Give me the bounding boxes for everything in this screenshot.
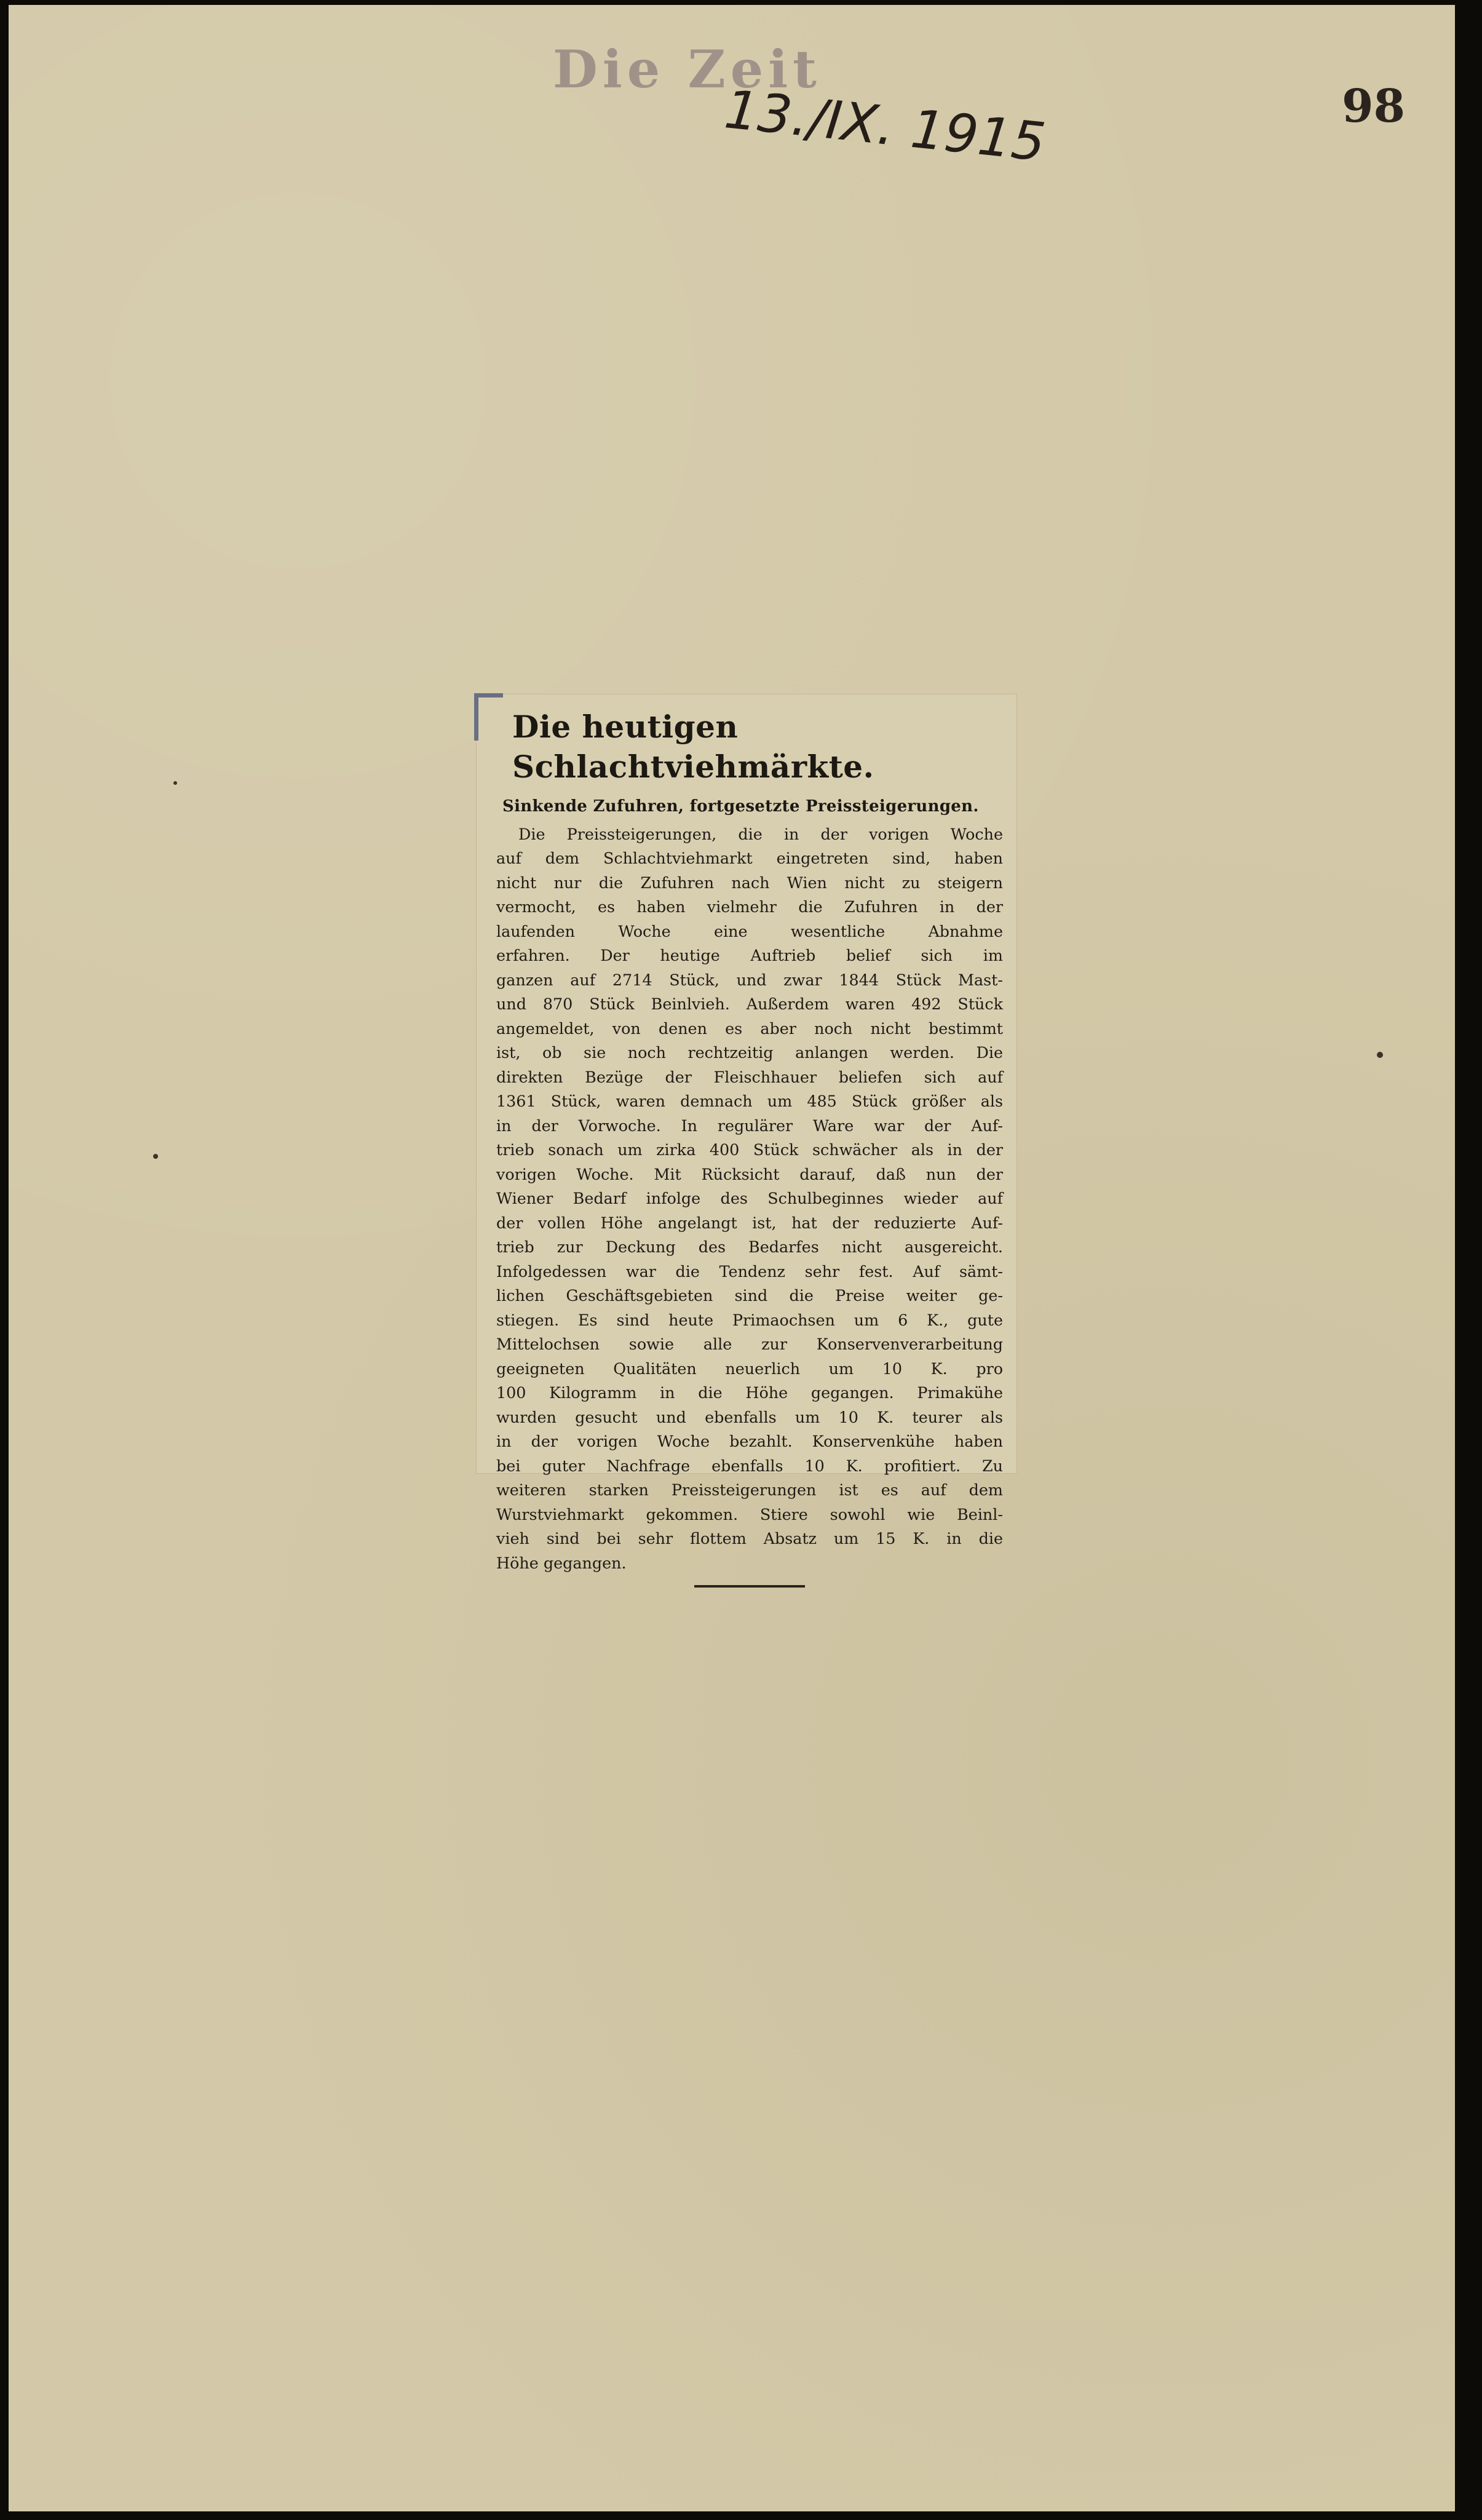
body-line: trieb zur Deckung des Bedarfes nicht ausgereicht. <box>496 1238 1003 1257</box>
body-line: Mittelochsen sowie alle zur Konservenverarbeitung <box>496 1335 1003 1354</box>
body-line: bei guter Nachfrage ebenfalls 10 K. profitiert. Zu <box>496 1456 1003 1475</box>
body-line: laufenden Woche eine wesentliche Abnahme <box>496 921 1003 940</box>
page-number: 98 <box>1342 80 1405 133</box>
archive-sheet <box>9 5 1455 2511</box>
clipping-subheadline: Sinkende Zufuhren, fortgesetzte Preissteigerungen. <box>502 797 979 816</box>
paper-speck <box>1377 1052 1383 1058</box>
body-line: und 870 Stück Beinlvieh. Außerdem waren 492 Stück <box>496 995 1003 1014</box>
body-line: der vollen Höhe angelangt ist, hat der reduzierte Auf- <box>496 1213 1003 1232</box>
body-line: ist, ob sie noch rechtzeitig anlangen werden. Die <box>496 1043 1003 1062</box>
body-line: trieb sonach um zirka 400 Stück schwächer als in der <box>496 1140 1003 1159</box>
body-line: vorigen Woche. Mit Rücksicht darauf, daß nun der <box>496 1164 1003 1183</box>
body-line: Wurstviehmarkt gekommen. Stiere sowohl wie Beinl- <box>496 1504 1003 1524</box>
body-line: lichen Geschäftsgebieten sind die Preise weiter ge- <box>496 1286 1003 1305</box>
newspaper-clipping <box>476 694 1017 1572</box>
body-line: stiegen. Es sind heute Primaochsen um 6 K., gute <box>496 1310 1003 1329</box>
body-line: vieh sind bei sehr flottem Absatz um 15 K. in die <box>496 1529 1003 1548</box>
body-line: auf dem Schlachtviehmarkt eingetreten sind, haben <box>496 849 1003 868</box>
handwritten-date: 13./IX. 1915 <box>721 79 1048 174</box>
body-line: Die Preissteigerungen, die in der vorigen Woche <box>518 824 1003 843</box>
body-line: wurden gesucht und ebenfalls um 10 K. teurer als <box>496 1407 1003 1426</box>
paper-speck <box>173 781 177 785</box>
body-line: direkten Bezüge der Fleischhauer beliefen sich auf <box>496 1067 1003 1086</box>
clipping-headline: Die heutigen Schlachtviehmärkte. <box>512 709 874 785</box>
body-line: weiteren starken Preissteigerungen ist es auf dem <box>496 1481 1003 1500</box>
body-line: angemeldet, von denen es aber noch nicht bestimmt <box>496 1019 1003 1038</box>
paper-speck <box>153 1154 158 1159</box>
body-line: 1361 Stück, waren demnach um 485 Stück größer als <box>496 1092 1003 1111</box>
body-line: vermocht, es haben vielmehr die Zufuhren in der <box>496 897 1003 916</box>
body-line: in der vorigen Woche bezahlt. Konservenkühe haben <box>496 1432 1003 1451</box>
body-line: Wiener Bedarf infolge des Schulbeginnes wieder auf <box>496 1189 1003 1208</box>
clipping-body <box>496 822 1003 1576</box>
body-line: ganzen auf 2714 Stück, und zwar 1844 Stück Mast- <box>496 970 1003 989</box>
newspaper-stamp: Die Zeit <box>553 39 822 100</box>
body-line: Infolgedessen war die Tendenz sehr fest. Auf sämt- <box>496 1262 1003 1281</box>
body-line: in der Vorwoche. In regulärer Ware war der Auf- <box>496 1116 1003 1135</box>
body-line: erfahren. Der heutige Auftrieb belief sich im <box>496 946 1003 965</box>
end-rule <box>694 1585 805 1588</box>
clip-corner-mark <box>474 693 503 741</box>
body-line: Höhe gegangen. <box>496 1553 627 1572</box>
body-line: 100 Kilogramm in die Höhe gegangen. Primakühe <box>496 1383 1003 1402</box>
body-line: geeigneten Qualitäten neuerlich um 10 K. pro <box>496 1359 1003 1378</box>
body-line: nicht nur die Zufuhren nach Wien nicht zu steigern <box>496 873 1003 892</box>
